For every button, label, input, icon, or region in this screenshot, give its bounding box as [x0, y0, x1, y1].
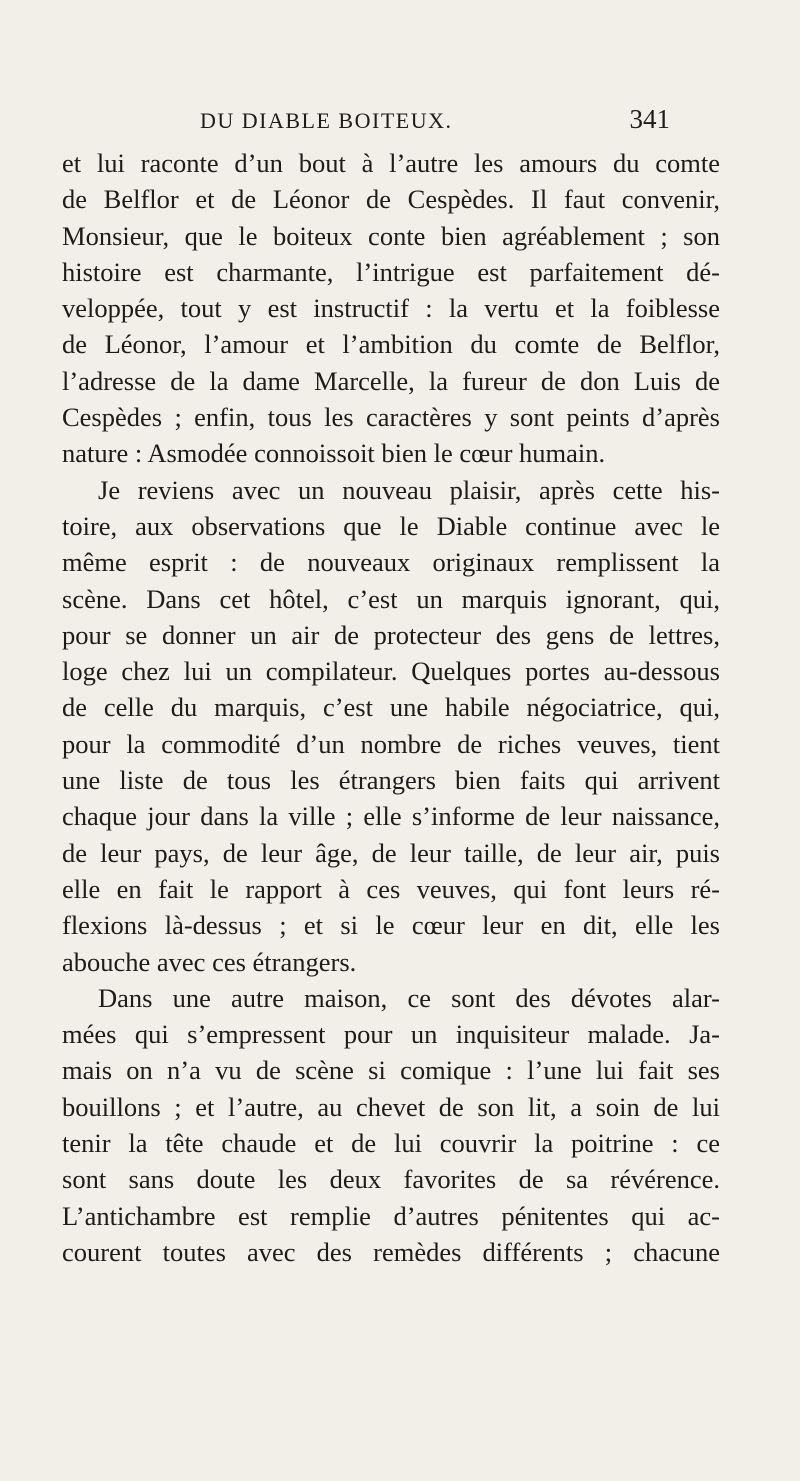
text-line: chaque jour dans la ville ; elle s’informe de leur naissance, [62, 801, 720, 832]
text-line: mées qui s’empressent pour un inquisiteur malade. Ja- [62, 1019, 720, 1050]
text-line: l’adresse de la dame Marcelle, la fureur de don Luis de [62, 365, 720, 396]
page-number: 341 [629, 104, 670, 134]
text-line: courent toutes avec des remèdes différents ; chacune [62, 1236, 720, 1267]
text-line: mais on n’a vu de scène si comique : l’une lui fait ses [62, 1055, 720, 1086]
text-line: histoire est charmante, l’intrigue est parfaitement dé- [62, 256, 720, 287]
text-line: nature : Asmodée connoissoit bien le cœur humain. [62, 438, 606, 469]
text-line: Cespèdes ; enfin, tous les caractères y sont peints d’après [62, 402, 720, 433]
text-line: sont sans doute les deux favorites de sa révérence. [62, 1164, 720, 1195]
text-line: de leur pays, de leur âge, de leur taille, de leur air, puis [62, 837, 720, 868]
text-line: pour se donner un air de protecteur des gens de lettres, [62, 619, 720, 650]
text-line: loge chez lui un compilateur. Quelques portes au-dessous [62, 656, 720, 687]
text-line: pour la commodité d’un nombre de riches veuves, tient [62, 728, 720, 759]
text-line: flexions là-dessus ; et si le cœur leur en dit, elle les [62, 910, 720, 941]
text-line: scène. Dans cet hôtel, c’est un marquis ignorant, qui, [62, 583, 720, 614]
text-line: de Léonor, l’amour et l’ambition du comte de Belflor, [62, 329, 720, 360]
text-line: Monsieur, que le boiteux conte bien agréablement ; son [62, 220, 720, 251]
text-line: une liste de tous les étrangers bien faits qui arrivent [62, 765, 720, 796]
paragraph-first-line: Dans une autre maison, ce sont des dévotes alar- [98, 982, 720, 1013]
text-line: même esprit : de nouveaux originaux remplissent la [62, 547, 720, 578]
running-title: DU DIABLE BOITEUX. [200, 108, 453, 133]
text-line: abouche avec ces étrangers. [62, 946, 357, 977]
text-line: bouillons ; et l’autre, au chevet de son lit, a soin de lui [62, 1091, 720, 1122]
text-line: de celle du marquis, c’est une habile négociatrice, qui, [62, 692, 720, 723]
text-line: et lui raconte d’un bout à l’autre les amours du comte [62, 148, 720, 178]
page-header [200, 104, 670, 142]
paragraph-first-line: Je reviens avec un nouveau plaisir, après cette his- [98, 474, 720, 505]
text-line: L’antichambre est remplie d’autres pénitentes qui ac- [62, 1200, 720, 1231]
text-line: veloppée, tout y est instructif : la vertu et la foiblesse [62, 293, 720, 324]
text-line: tenir la tête chaude et de lui couvrir la poitrine : ce [62, 1128, 720, 1159]
text-line: de Belflor et de Léonor de Cespèdes. Il faut convenir, [62, 184, 720, 215]
body-text [62, 145, 720, 1270]
text-line: toire, aux observations que le Diable continue avec le [62, 510, 720, 541]
text-line: elle en fait le rapport à ces veuves, qui font leurs ré- [62, 873, 720, 904]
